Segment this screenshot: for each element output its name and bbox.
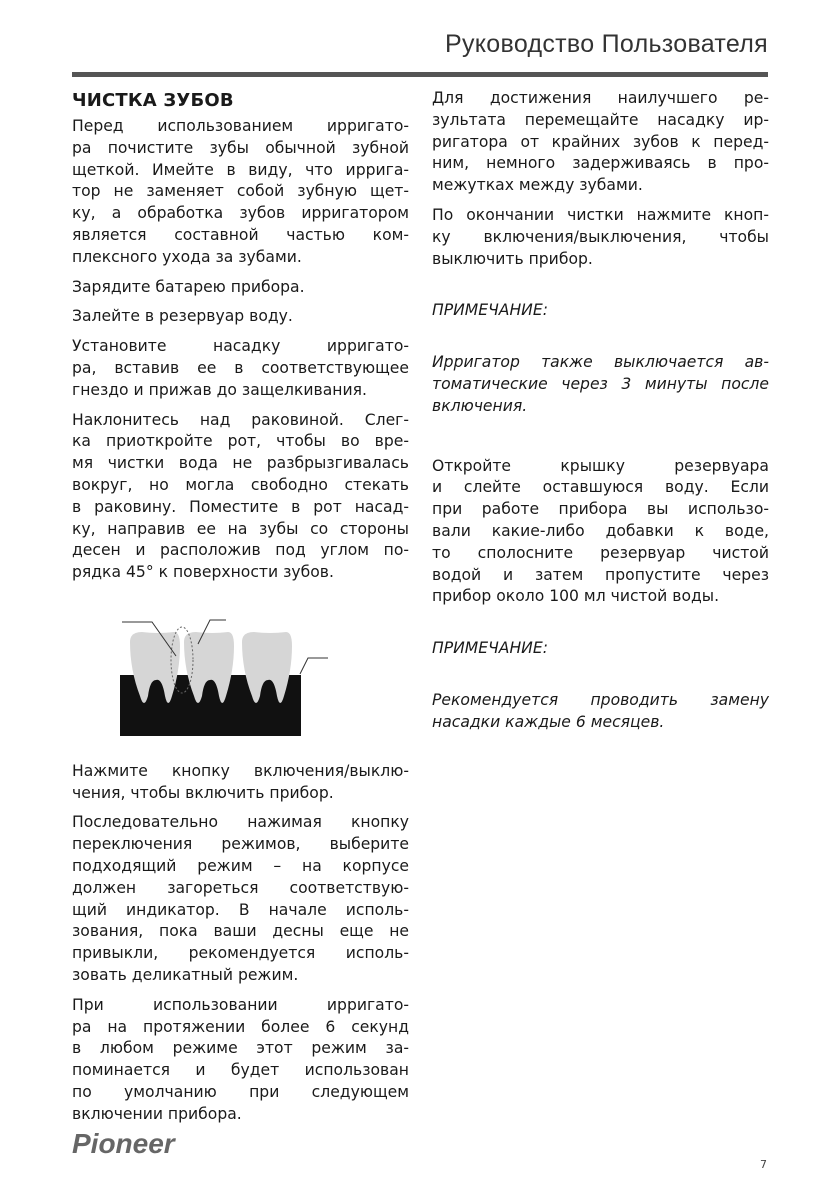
text-line: поминается и будет использован bbox=[72, 1061, 409, 1080]
text-line: Перед использованием ирригато- bbox=[72, 117, 409, 135]
paragraph bbox=[72, 995, 409, 1126]
pioneer-logo: Pioneer bbox=[72, 1128, 175, 1159]
spacer bbox=[432, 426, 769, 456]
paragraph bbox=[432, 88, 769, 197]
text-line: в раковину. Поместите в рот насад- bbox=[72, 497, 409, 516]
text-line: межутках между зубами. bbox=[432, 176, 643, 195]
text-line: ним, немного задерживаясь в про- bbox=[432, 154, 769, 173]
text-line: подходящий режим – на корпусе bbox=[72, 856, 409, 875]
text-line: Откройте крышку резервуара bbox=[432, 456, 769, 475]
text-line: плексного ухода за зубами. bbox=[72, 247, 302, 266]
text-line: При использовании ирригато- bbox=[72, 995, 409, 1014]
text-line: вокруг, но могла свободно стекать bbox=[72, 475, 409, 494]
right-column bbox=[432, 88, 769, 742]
text-line: щеткой. Имейте в виду, что иррига- bbox=[72, 160, 409, 179]
text-line: ку, направив ее на зубы со стороны bbox=[72, 519, 409, 538]
text-line: по умолчанию при следующем bbox=[72, 1082, 409, 1101]
text-line: рядка 45° к поверхности зубов. bbox=[72, 563, 334, 582]
paragraph bbox=[72, 410, 409, 584]
paragraph bbox=[72, 761, 409, 805]
text-line: должен загореться соответствую- bbox=[72, 878, 409, 897]
text-line: ПРИМЕЧАНИЕ: bbox=[432, 639, 548, 658]
text-line: в любом режиме этот режим за- bbox=[72, 1039, 409, 1058]
text-line: ра почистите зубы обычной зубной bbox=[72, 138, 409, 157]
text-line: вали какие-либо добавки к воде, bbox=[432, 521, 769, 540]
spacer bbox=[432, 668, 769, 690]
paragraph bbox=[432, 300, 769, 322]
spacer bbox=[432, 330, 769, 352]
paragraph bbox=[72, 336, 409, 401]
paragraph bbox=[432, 690, 769, 734]
text-line: мя чистки вода не разбрызгивалась bbox=[72, 454, 409, 473]
text-line: щий индикатор. В начале исполь- bbox=[72, 900, 409, 919]
paragraph bbox=[72, 812, 409, 986]
text-line: насадки каждые 6 месяцев. bbox=[432, 712, 665, 731]
left-column bbox=[72, 88, 409, 1133]
page-header-title: Руководство Пользователя bbox=[445, 30, 768, 58]
paragraph bbox=[432, 352, 769, 417]
paragraph bbox=[432, 456, 769, 609]
text-line: томатические через 3 минуты после bbox=[432, 374, 769, 393]
left-paragraphs-top bbox=[72, 116, 409, 584]
text-line: водой и затем пропустите через bbox=[432, 565, 769, 584]
text-line: Последовательно нажимая кнопку bbox=[72, 813, 409, 832]
text-line: По окончании чистки нажмите кноп- bbox=[432, 205, 769, 224]
text-line: ригатора от крайних зубов к перед- bbox=[432, 132, 769, 151]
page-number: 7 bbox=[760, 1158, 767, 1171]
left-paragraphs-bottom bbox=[72, 761, 409, 1126]
section-heading: ЧИСТКА ЗУБОВ bbox=[72, 90, 234, 111]
paragraph bbox=[432, 638, 769, 660]
text-line: выключить прибор. bbox=[432, 249, 593, 268]
text-line: ра на протяжении более 6 секунд bbox=[72, 1017, 409, 1036]
teeth-illustration bbox=[72, 606, 409, 736]
text-line: переключения режимов, выберите bbox=[72, 835, 409, 854]
text-line: зования, пока ваши десны еще не bbox=[72, 922, 409, 941]
text-line: включения. bbox=[432, 396, 528, 415]
text-line: ку включения/выключения, чтобы bbox=[432, 227, 769, 246]
text-line: Ирригатор также выключается ав- bbox=[432, 353, 769, 372]
spacer bbox=[432, 616, 769, 638]
paragraph bbox=[72, 277, 409, 299]
text-line: Рекомендуется проводить замену bbox=[432, 690, 769, 709]
text-line: чения, чтобы включить прибор. bbox=[72, 783, 334, 802]
text-line: является составной частью ком- bbox=[72, 225, 409, 244]
text-line: Установите насадку ирригато- bbox=[72, 337, 409, 356]
text-line: прибор около 100 мл чистой воды. bbox=[432, 587, 720, 606]
spacer bbox=[432, 278, 769, 300]
text-line: Наклонитесь над раковиной. Слег- bbox=[72, 410, 409, 429]
text-line: гнездо и прижав до защелкивания. bbox=[72, 380, 367, 399]
text-line: и слейте оставшуюся воду. Если bbox=[432, 478, 769, 497]
paragraph bbox=[432, 205, 769, 270]
text-line: Для достижения наилучшего ре- bbox=[432, 89, 769, 107]
text-line: ра, вставив ее в соответствующее bbox=[72, 358, 409, 377]
text-line: Зарядите батарею прибора. bbox=[72, 277, 305, 296]
text-line: привыкли, рекомендуется исполь- bbox=[72, 944, 409, 963]
text-line: ку, а обработка зубов ирригатором bbox=[72, 204, 409, 223]
text-line: при работе прибора вы использо- bbox=[432, 500, 769, 519]
text-line: то сполосните резервуар чистой bbox=[432, 543, 769, 562]
text-line: включении прибора. bbox=[72, 1104, 242, 1123]
header-divider bbox=[72, 72, 768, 77]
paragraph bbox=[72, 306, 409, 328]
text-line: ПРИМЕЧАНИЕ: bbox=[432, 301, 548, 320]
text-line: Залейте в резервуар воду. bbox=[72, 307, 293, 326]
paragraph bbox=[72, 116, 409, 269]
text-line: Нажмите кнопку включения/выклю- bbox=[72, 761, 409, 780]
text-line: тор не заменяет собой зубную щет- bbox=[72, 182, 409, 201]
text-line: зовать деликатный режим. bbox=[72, 965, 299, 984]
text-line: ка приоткройте рот, чтобы во вре- bbox=[72, 432, 409, 451]
text-line: зультата перемещайте насадку ир- bbox=[432, 110, 769, 129]
text-line: десен и расположив под углом по- bbox=[72, 541, 409, 560]
